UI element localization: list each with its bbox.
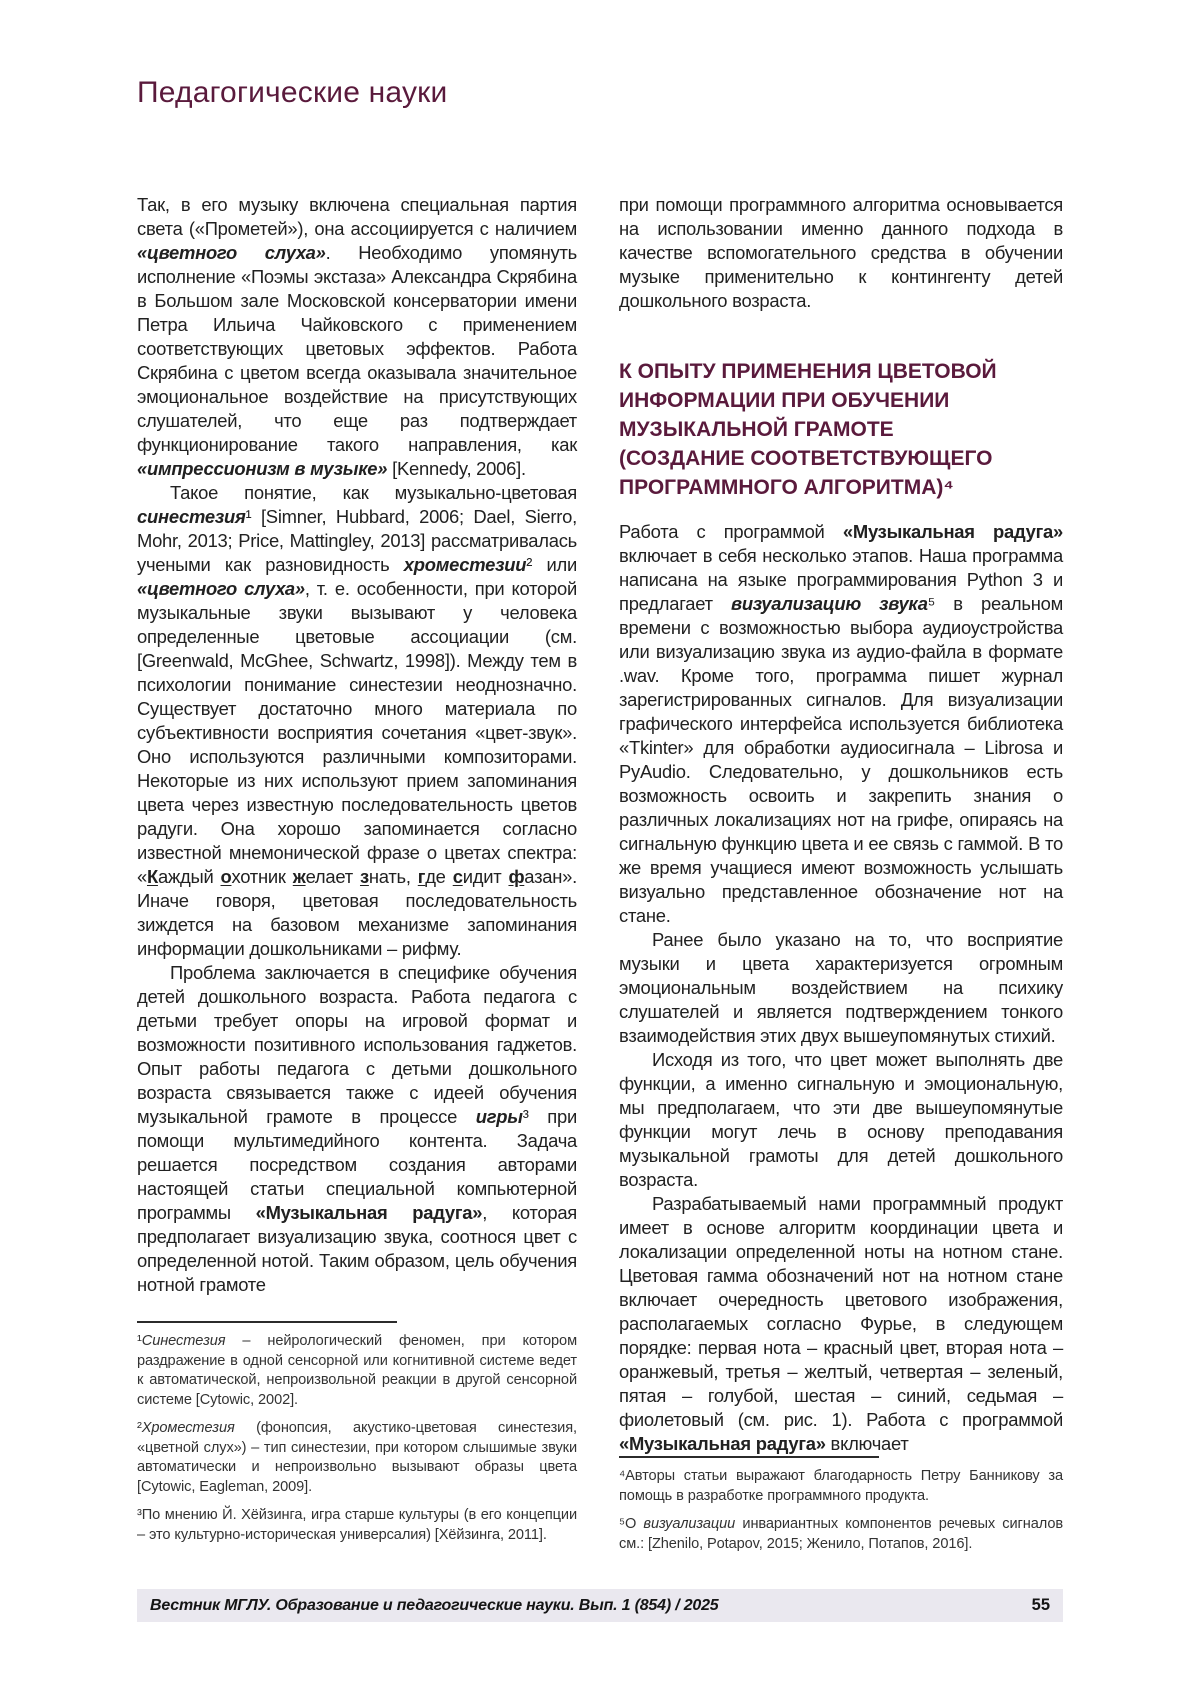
heading-line: ИНФОРМАЦИИ ПРИ ОБУЧЕНИИ [619,389,950,412]
text-run: Проблема заключается в специфике обучения детей дошкольного возраста. Работа педагога с детьми требует опоры на игровой формат и возможности позитивного использования гаджетов. Опыт работы педагога с детьми дошкольного возраста связывается также с идеей обучения музыкальной грамоте в процессе [137,962,577,1127]
text-run: , которая предполагает визуализацию звука, соотнося цвет с определенной нотой. Таким образом, цель обучения нотной грамоте [137,1202,578,1295]
footnote [137,1506,577,1545]
right-column-intro [619,193,1063,313]
text-run: азан». Иначе говоря, цветовая последовательность зиждется на базовом механизме запоминания информации дошкольниками – рифму. [137,866,577,959]
text-run: «Музыкальная радуга» [619,1433,826,1454]
text-run: аждый [157,866,221,887]
text-run: включает в себя несколько этапов. Наша программа написана на языке программирования Python 3 и предлагает [619,545,1063,614]
text-run: хотник [231,866,293,887]
footnote [137,1332,577,1410]
text-run: Такое понятие, как музыкально-цветовая [170,482,577,503]
text-run: «цветного слуха» [137,242,326,263]
text-run: включает [825,1433,909,1454]
right-column [619,193,1064,1552]
text-run: Так, в его музыку включена специальная партия света («Прометей»), она ассоциируется с наличием [137,194,577,239]
text-run: ⁵ в реальном времени с возможностью выбора аудиоустройства или визуализацию звука из аудио-файла в формате .wav. Кроме того, программа пишет журнал зарегистрированных сигналов. Для визуализации графического интерфейса используется библиотека «Tkinter» для обработки аудиосигнала – Librosa и PyAudio. Следовательно, у дошкольников есть возможность освоить и закрепить знания о различных локализациях нот на грифе, опираясь на сигнальную функцию цвета и ее связь с гаммой. В то же время учащиеся имеют возможность услышать визуально представленное обозначение нот на стане. [619,593,1064,926]
text-run: с [452,866,463,887]
text-run: «цветного слуха» [137,578,305,599]
text-run: Ранее было указано на то, что восприятие музыки и цвета характеризуется огромным эмоциональным воздействием на психику слушателей и является подтверждением тонкого взаимодействия этих двух вышеупомянутых стихий. [619,929,1063,1046]
paragraph [619,928,1063,1048]
text-run: при помощи программного алгоритма основывается на использовании именно данного подхода в качестве вспомогательного средства в обучении музыке применительно к контингенту детей дошкольного возраста. [619,194,1063,311]
heading-line: (СОЗДАНИЕ СООТВЕТСТВУЮЩЕГО [619,447,993,470]
text-run: г [417,866,426,887]
page-number: 55 [1031,1596,1050,1614]
text-run: . Необходимо упомянуть исполнение «Поэмы экстаза» Александра Скрябина в Большом зале Московской консерватории имени Петра Ильича Чайковского с применением соответствующих цветовых эффектов. Работа Скрябина с цветом всегда оказывала значительное эмоциональное воздействие на присутствующих слушателей, что еще раз подтверждает функционирование такого направления, как [137,242,577,455]
text-run: ⁴Авторы статьи выражают благодарность Петру Банникову за помощь в разработке программного продукта. [619,1468,1063,1504]
paragraph [619,520,1063,928]
text-run: – нейрологический феномен, при котором раздражение в одной сенсорной или когнитивной системе ведет к автоматической, непроизвольной реакции в другой сенсорной системе [Cytowic, 2002]. [137,1333,577,1408]
text-run: инвариантных компонентов речевых сигналов см.: [Zhenilo, Potapov, 2015; Женило, Потапов, 2016]. [619,1516,1063,1552]
left-column-text [137,193,577,1297]
text-run: ¹ [137,1333,142,1349]
left-footnote-block [137,1321,577,1545]
paragraph [619,193,1063,313]
text-run: игры [475,1106,523,1127]
text-run: ³ при помощи мультимедийного контента. Задача решается посредством создания авторами настоящей статьи специальной компьютерной программы [137,1106,577,1223]
text-run: ¹ [Simner, Hubbard, 2006; Dael, Sierro, Mohr, 2013; Price, Mattingley, 2013] рассматривалась учеными как разновидность [137,506,577,575]
heading-line: ПРОГРАММНОГО АЛГОРИТМА)⁴ [619,476,954,499]
footnote [137,1419,577,1497]
text-run: ⁵О [619,1516,644,1532]
right-column-text [619,520,1063,1456]
page-footer [137,1589,1063,1622]
text-run: Хроместезия [141,1420,235,1436]
left-column [137,193,577,1545]
text-run: К [146,866,158,887]
text-run: ф [508,866,525,887]
text-run: хроместезии [403,554,527,575]
text-run: визуализацию звука [730,593,928,614]
text-run: [Kennedy, 2006]. [387,458,526,479]
text-run: Исходя из того, что цвет может выполнять две функции, а именно сигнальную и эмоциональную, мы предполагаем, что эти две вышеупомянутые функции могут лечь в основу преподавания музыкальной грамоты для детей дошкольного возраста. [619,1049,1063,1190]
text-run: з [359,866,369,887]
text-run: о [220,866,232,887]
right-footnotes [619,1467,1063,1554]
footnote [619,1467,1063,1506]
text-run: идит [462,866,509,887]
section-header: Педагогические науки [137,76,448,109]
paragraph [619,1048,1063,1192]
paragraph [137,481,577,961]
paragraph [619,1192,1063,1456]
text-run: синестезия [137,506,246,527]
paragraph [137,193,577,481]
footnote-divider [137,1321,397,1323]
left-footnotes [137,1332,577,1545]
article-body [137,193,1064,1552]
text-run: Разрабатываемый нами программный продукт имеет в основе алгоритм координации цвета и локализации определенной ноты на нотном стане. Цветовая гамма обозначений нот на нотном стане включает очередность цветового изображения, располагаемых согласно Фурье, в следующем порядке: первая нота – красный цвет, вторая нота – оранжевый, третья – желтый, четвертая – зеленый, пятая – голубой, шестая – синий, седьмая – фиолетовый (см. рис. 1). Работа с программой [619,1193,1063,1430]
text-run: «Музыкальная радуга» [842,521,1064,542]
text-run: , т. е. особенности, при которой музыкальные звуки вызывают у человека определенные цветовые ассоциации (см. [Greenwald, McGhee, Schwartz, 1998]). Между тем в психологии понимание синестезии неоднозначно. Существует достаточно много материала по субъективности восприятия сочетания «цвет-звук». Оно используются различными композиторами. Некоторые из них используют прием запоминания цвета через известную последовательность цветов радуги. Она хорошо запоминается согласно известной мнемонической фразе о цветах спектра: « [137,578,577,887]
text-run: нать, [368,866,418,887]
text-run: де [425,866,453,887]
text-run: Синестезия [141,1333,226,1349]
article-section-heading [619,357,1063,502]
heading-line: К ОПЫТУ ПРИМЕНЕНИЯ ЦВЕТОВОЙ [619,360,997,383]
text-run: ² или [526,554,577,575]
right-footnote-block [619,1456,1063,1554]
text-run: елает [305,866,360,887]
text-run: (фонопсия, акустико-цветовая синестезия, «цветной слух») – тип синестезии, при котором слышимые звуки автоматически и непроизвольно вызывают образы цвета [Cytowic, Eagleman, 2009]. [137,1420,577,1495]
journal-reference: Вестник МГЛУ. Образование и педагогические науки. Вып. 1 (854) / 2025 [150,1596,719,1614]
text-run: ж [292,866,306,887]
paragraph [137,961,577,1297]
text-run: ³По мнению Й. Хёйзинга, игра старше культуры (в его концепции – это культурно-историческая универсалия) [Хёйзинга, 2011]. [137,1507,577,1543]
text-run: «Музыкальная радуга» [255,1202,483,1223]
heading-line: МУЗЫКАЛЬНОЙ ГРАМОТЕ [619,418,894,441]
footnote [619,1515,1063,1554]
text-run: «импрессионизм в музыке» [137,458,388,479]
text-run: Работа с программой [619,521,843,542]
text-run: визуализации [643,1516,736,1532]
text-run: ² [137,1420,142,1436]
footnote-divider [619,1456,879,1458]
